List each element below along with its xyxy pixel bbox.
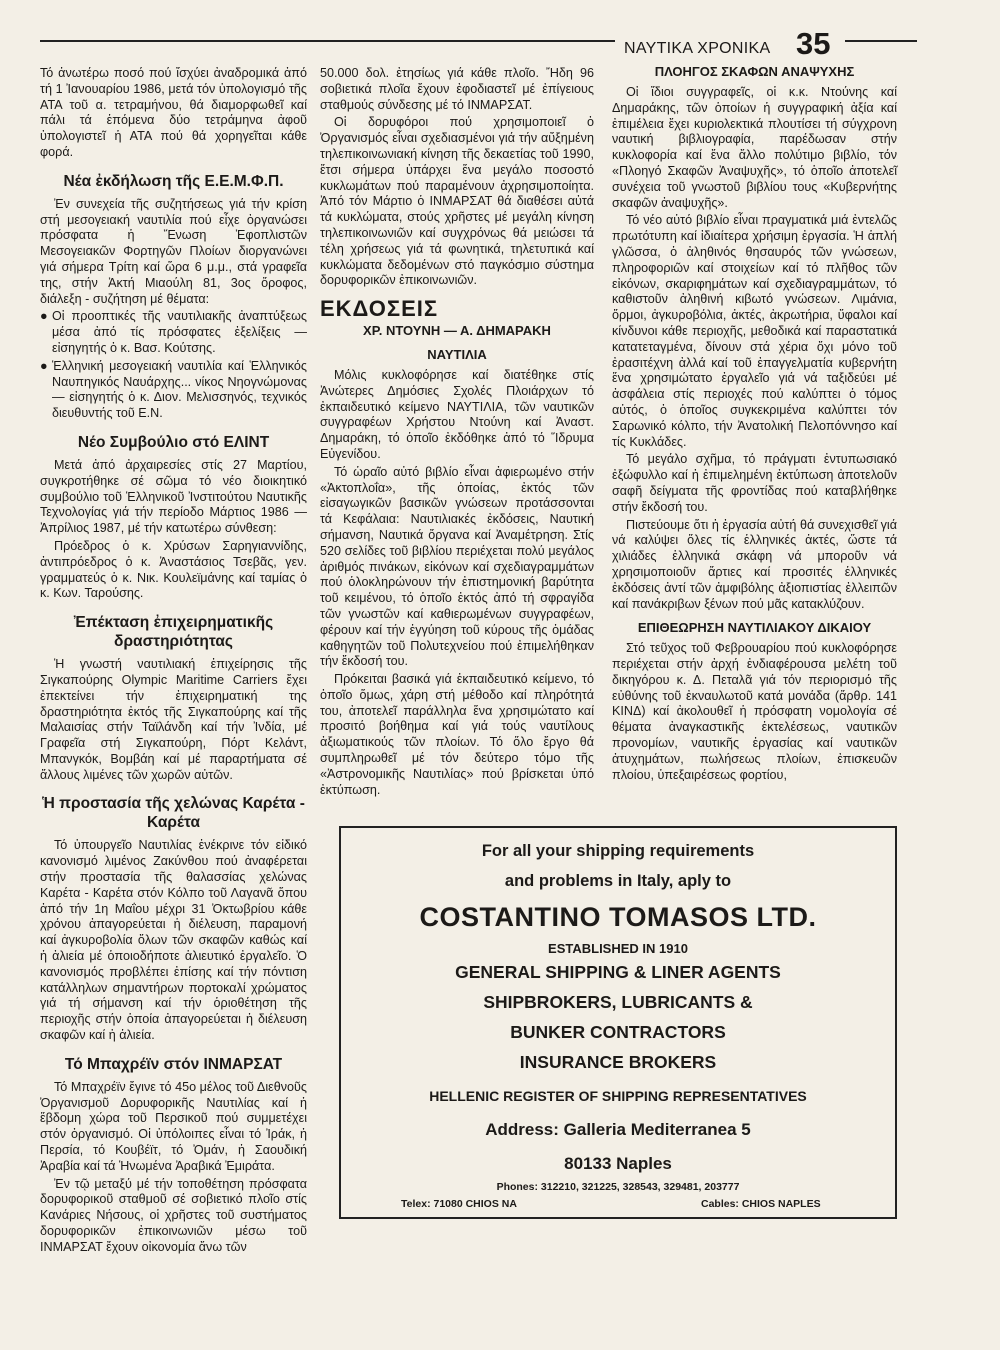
- bullet-item: [40, 359, 307, 422]
- ad-line-2: and problems in Italy, aply to: [504, 872, 732, 890]
- paragraph: Ἡ γνωστή ναυτιλιακή ἐπιχείρησις τῆς Σιγκαπούρης Olympic Maritime Carriers ἔχει ἐπεκτείνει τήν ἐπιχειρηματική της δραστηριότητα ἐκτός τῆς Σιγκαπούρης καί τῆς Μαλαισίας στήν Ταϊλάνδη καί τήν Ἰνδία, μέ Γραφεῖα στή Σιγκαπούρη, Πόρτ Κελάντ, Μπανγκόκ, Βομβάη καί μέ παραρτήματα σέ ἄλλους λιμένες τῶν χωρῶν αὐτῶν.: [40, 657, 307, 782]
- advertisement: [339, 826, 897, 1219]
- bullet-icon: ●: [40, 309, 48, 324]
- ad-service-4: INSURANCE BROKERS: [519, 1052, 717, 1072]
- bullet-item: [40, 309, 307, 356]
- ad-line-1: For all your shipping requirements: [481, 842, 755, 860]
- column-2: [320, 66, 594, 800]
- paragraph: Μετά ἀπό ἀρχαιρεσίες στίς 27 Μαρτίου, συγκροτήθηκε σέ σῶμα τό νέο διοικητικό συμβούλιο τοῦ Ἑλληνικοῦ Ἰνστιτούτου Ναυτικῆς Τεχνολογίας γιά τήν περίοδο Μάρτιος 1986 — Ἀπρίλιος 1987, μέ τήν κατωτέρω σύνθεση:: [40, 457, 307, 536]
- paragraph: Πιστεύουμε ὅτι ἡ ἐργασία αὐτή θά συνεχισθεῖ γιά νά καλύψει ὅλες τίς ἑλληνικές ἀκτές, ὥστε τά χιλιάδες ἑλληνικά σκάφη νά μποροῦν νά χρησιμοποιοῦν ἄρτιες καί προσιτές ἑλληνικές ἐκδόσεις ἀντί τῶν ἀμφιβόλης ἀξιοπιστίας ἐλλειπῶν καί πανάκριβων ξένων πού μᾶς κατακλύζουν.: [612, 517, 897, 611]
- paragraph: Τό Μπαχρέϊν ἔγινε τό 45ο μέλος τοῦ Διεθνοῦς Ὀργανισμοῦ Δορυφορικῆς Ναυτιλίας καί ἡ ἕβδομη χώρα τοῦ Περσικοῦ πού συμμετέχει στόν ὀργανισμό. Οἱ ὑπόλοιπες εἶναι τό Ἰράκ, ἡ Περσία, τό Κουβέϊτ, τό Ὀμάν, ἡ Σαουδική Ἀραβία καί τά Ἡνωμένα Ἀραβικά Ἐμιράτα.: [40, 1079, 307, 1173]
- section-title-elint: Νέο Συμβούλιο στό ΕΛΙΝΤ: [77, 433, 270, 451]
- section-title-expansion: Ἐπέκταση ἐπιχειρηματικῆς δραστηριότητας: [73, 614, 274, 651]
- column-1: [40, 66, 307, 1258]
- paragraph: Τό ὑπουργεῖο Ναυτιλίας ἐνέκρινε τόν εἰδικό κανονισμό λιμένος Ζακύνθου πού ἀναφέρεται στήν προστασία τῆς θαλασσίας χελώνας Καρέτα - Καρέτα στόν Κόλπο τοῦ Λαγανᾶ ὅπου ἀπό τήν 1η Μαΐου μέχρι 31 Ὀκτωβρίου κάθε χρόνου ἀπαγορεύεται ἡ διέλευση, παραμονή καί ἀγκυροβολία ὅλων τῶν σκαφῶν καθώς καί ἡ ἁλιεία μέ ὁποιοδήποτε ἁλιευτικό ἐργαλεῖο. Ὁ κανονισμός προβλέπει ἐπίσης καί τήν πόντιση κατάλληλων σημαντήρων πορτοκαλί χρώματος γιά τή σήμανση καί τήν ὁριοθέτηση τῆς περιοχῆς στήν ὁποία ἀπαγορεύεται ἡ διέλευση σκαφῶν καί ἡ ἁλιεία.: [40, 838, 307, 1043]
- paragraph: Μόλις κυκλοφόρησε καί διατέθηκε στίς Ἀνώτερες Δημόσιες Σχολές Πλοιάρχων τό ἐκπαιδευτικό κείμενο ΝΑΥΤΙΛΙΑ, τῶν ναυτικῶν συγγραφέων Χρήστου Ντούνη καί Ἀναστ. Δημαράκη, τό ὁποῖο ἐκδόθηκε ἀπό τό Ἵδρυμα Εὐγενίδου.: [320, 367, 594, 461]
- ad-register: HELLENIC REGISTER OF SHIPPING REPRESENTATIVES: [429, 1088, 807, 1104]
- paragraph: Οἱ δορυφόροι πού χρησιμοποιεῖ ὁ Ὀργανισμός εἶναι σχεδιασμένοι γιά τήν αὔξημένη τηλεπικοινωνιακή κίνηση τῆς δεκαετίας τοῦ 1990, ἔτσι σήμερα ὑπάρχει ἕνα μεγάλο ποσοστό κυκλωμάτων πού παραμένουν ἀχρησιμοποίητα. Ἀπό τόν Μάρτιο ὁ ΙΝΜΑΡΣΑΤ θά διαθέσει αὐτά τά κυκλώματα, στούς χρῆστες μέ μεγάλη κίνηση τηλεπικοινωνιῶν καί συγχρόνως θά μειώσει τά τέλη χρήσεως γιά τά φωνητικά, τηλετυπικά καί κυκλώματα δεδομένων στό παγκόσμιο σύστημα δορυφορικῶν ἐπικοινωνιῶν.: [320, 115, 594, 288]
- paragraph: Τό μεγάλο σχῆμα, τό πράγματι ἐντυπωσιακό ἐξώφυλλο καί ἡ ἐπιμελημένη ἐκτύπωση ἀποτελοῦν σαφῆ δείγματα τῆς φροντίδας πού καταβλήθηκε στήν ἔκδοσή του.: [612, 452, 897, 514]
- book-authors: ΧΡ. ΝΤΟΥΝΗ — Α. ΔΗΜΑΡΑΚΗ: [363, 322, 551, 338]
- section-title-publications: ΕΚΔΟΣΕΙΣ: [320, 296, 439, 322]
- paragraph: Οἱ ἴδιοι συγγραφεῖς, οἱ κ.κ. Ντούνης καί Δημαράκης, τῶν ὁποίων ἡ συγγραφική ἀξία καί ἐπιμέλεια ἔχει κυριολεκτικά πλουτίσει τή σύγχρονη ναυτική βιβλιογραφία, παρέδωσαν στήν κυκλοφορία καί ἕνα ἄλλο πολύτιμο βιβλίο, τόν «Πλοηγό Σκαφῶν Ἀναψυχῆς», τό ὁποῖο ἀποτελεῖ συνέχεια τοῦ γνωστοῦ βιβλίου τους «Κυβερνήτης σκαφῶν ἀναψυχῆς».: [612, 85, 897, 210]
- ad-service-1: GENERAL SHIPPING & LINER AGENTS: [455, 962, 781, 982]
- ad-phones: Phones: 312210, 321225, 328543, 329481, 203777: [496, 1181, 740, 1193]
- section-title-bahrain: Τό Μπαχρέϊν στόν ΙΝΜΑΡΣΑΤ: [64, 1055, 283, 1073]
- ad-established: ESTABLISHED IN 1910: [548, 941, 688, 956]
- ad-company-name: COSTANTINO TOMASOS LTD.: [419, 902, 817, 932]
- page-number: 35: [796, 26, 831, 61]
- paragraph: Ἐν τῷ μεταξύ μέ τήν τοποθέτηση πρόσφατα δορυφορικοῦ σταθμοῦ σέ σοβιετικό πλοῖο στίς Κανάριες Νήσους, οἱ χρῆστες τοῦ συστήματος δορυφορικῶν ἐπικοινωνιῶν μέσω τοῦ ΙΝΜΑΡΣΑΤ ἔχουν οἰκονομία ἄνω τῶν: [40, 1176, 307, 1254]
- bullet-text: Ἑλληνική μεσογειακή ναυτιλία καί Ἑλληνικός Ναυπηγικός Ναυάρχης... νίκος Νηογνώμονας — εἰσηγητής ὁ κ. Διον. Μελισσηνός, τεχνικός διευθυντής τοῦ Ε.Ν.: [52, 358, 307, 421]
- paragraph: Πρόκειται βασικά γιά ἐκπαιδευτικό κείμενο, τό ὁποῖο ὅμως, χάρη στή μέθοδο καί πληρότητά του, ἀποτελεῖ παράλληλα ἕνα χρησιμώτατο καί προσιτό βοήθημα καί γιά τούς ναυτίλους ἀξιωματικούς τῶν πλοίων. Τό ὅλο ἔργο θά συμπληρωθεῖ μέ τόν δεύτερο τόμο τῆς «Ἀστρονομικῆς Ναυτιλίας» πού βρίσκεται ὑπό ἐκτύπωση.: [320, 672, 594, 797]
- ad-service-3: BUNKER CONTRACTORS: [510, 1022, 726, 1042]
- paragraph: 50.000 δολ. ἐτησίως γιά κάθε πλοῖο. Ἤδη 96 σοβιετικά πλοῖα ἔχουν ἐφοδιαστεῖ μέ ἐπίγειους σταθμούς σύνδεσης μέ τό ΙΝΜΑΡΣΑΤ.: [320, 66, 594, 112]
- section-title-law-review: ΕΠΙΘΕΩΡΗΣΗ ΝΑΥΤΙΛΙΑΚΟΥ ΔΙΚΑΙΟΥ: [637, 620, 872, 636]
- book-title: ΝΑΥΤΙΛΙΑ: [427, 346, 487, 362]
- section-title-caretta: Ἡ προστασία τῆς χελώνας Καρέτα - Καρέτα: [42, 795, 305, 832]
- ad-telex: Telex: 71080 CHIOS NA: [401, 1198, 517, 1210]
- paragraph: Ἐν συνεχεία τῆς συζητήσεως γιά τήν κρίση στή μεσογειακή ναυτιλία πού εἶχε ὀργανώσει πρόσφατα ἡ Ἕνωση Ἐφοπλιστῶν Μεσογειακῶν Φορτηγῶν Πλοίων διοργανώνει γιά σήμερα Τρίτη καί ὥρα 6 μ.μ., στά γραφεῖα της, στήν Ἀκτή Μιαούλη 81, 3ος ὄροφος, διάλεξη - συζήτηση μέ θέματα:: [40, 196, 307, 306]
- journal-name: ΝΑΥΤΙΚΑ ΧΡΟΝΙΚΑ: [624, 40, 771, 57]
- header-rule-right: [845, 40, 917, 42]
- column-3: [612, 64, 897, 785]
- paragraph: Τό νέο αὐτό βιβλίο εἶναι πραγματικά μιά ἐντελῶς πρωτότυπη καί ἰδιαίτερα χρήσιμη ἐργασία. Ἡ ἁπλή γλῶσσα, ὁ ἀληθινός θησαυρός τῶν γνώσεων, πληροφοριῶν καί στοιχείων καί τό πλῆθος τῶν εἰκόνων, σκαριφημάτων καί σχεδιαγραμμάτων, τό καθιστοῦν ἀληθινή κιβωτό γνώσεων. Λιμάνια, ὅρμοι, ἀγκυροβόλια, ἀκτές, ἀκρωτήρια, ὕφαλοι καί κίνδυνοι κάθε περιοχῆς, μεθοδικά καί παραστατικά κατατεταγμένα, δίνουν στά χέρια ὄχι μόνο τοῦ ἐρασιτέχνη ἀλλά καί τοῦ ἐπαγγελματία κυβερνήτη ἕνα χρησιμώτατο ἐργαλεῖο γιά νά ταξιδεύει μέ ἀσφάλεια στίς περιοχές πού καλύπτει ὁ τόμος αὐτός, ὁ ὁποῖος συγκεκριμένα καλύπτει τόν Σαρωνικό κόλπο, τήν Ἀνατολική Πελοπόννησο καί τίς Κυκλάδες.: [612, 213, 897, 449]
- section-title-eemfp: Νέα ἐκδήλωση τῆς Ε.Ε.Μ.Φ.Π.: [63, 172, 284, 190]
- section-title-pilot: ΠΛΟΗΓΟΣ ΣΚΑΦΩΝ ΑΝΑΨΥΧΗΣ: [654, 64, 855, 79]
- ad-cables: Cables: CHIOS NAPLES: [701, 1198, 821, 1210]
- ad-service-2: SHIPBROKERS, LUBRICANTS &: [483, 992, 753, 1012]
- bullet-text: Οἱ προοπτικές τῆς ναυτιλιακῆς ἀναπτύξεως μέσα ἀπό τίς πρόσφατες ἐξελίξεις — εἰσηγητής ὁ κ. Βασ. Κούτσης.: [52, 309, 307, 355]
- header-rule-left: [40, 40, 615, 42]
- paragraph: Τό ὡραῖο αὐτό βιβλίο εἶναι ἀφιερωμένο στήν «Ἀκτοπλοΐα», τῆς ὁποίας, ἐκτός τῶν εἰσαγωγικῶν βασικῶν γνώσεων προτάσσονται τά Κεφάλαια: Ναυτιλιακές ἐκδόσεις, Ναυτική σήμανση, Ναυτικά ὄργανα καί Ἀναμέτρηση. Στίς 520 σελίδες τοῦ βιβλίου περιέχεται πολύ μεγάλος ἀριθμός πινάκων, εἰκόνων καί σχεδιαγραμμάτων πού ὁλοκληρώνουν τήν ἐπιστημονική βαρύτητα τοῦ κειμένου, τό ὁποῖο ἐκτός ἀπό τή σφραγίδα τῶν γνωστῶν καί καθιερωμένων συγγραφέων, φέρουν καί τήν ἐγγύηση τοῦ κύρους τῆς ὁμάδας καθηγητῶν τοῦ Πολυτεχνείου πού ἐπιμελήθηκαν τήν ἔκδοσή του.: [320, 464, 594, 669]
- ad-address: Address: Galleria Mediterranea 5: [485, 1120, 751, 1139]
- paragraph: Πρόεδρος ὁ κ. Χρύσων Σαρηγιαννίδης, ἀντιπρόεδρος ὁ κ. Ἀναστάσιος Τσεβᾶς, γεν. γραμματεύς ὁ κ. Νικ. Κουλεϊμάνης καί ταμίας ὁ κ. Κων. Ταρούσης.: [40, 538, 307, 601]
- bullet-icon: ●: [40, 358, 48, 373]
- paragraph: Στό τεῦχος τοῦ Φεβρουαρίου πού κυκλοφόρησε περιέχεται στήν ἀρχή ἐνδιαφέρουσα μελέτη τοῦ δικηγόρου κ. Δ. Πεταλᾶ γιά τόν περιορισμό τῆς εὐθύνης τοῦ ἐκναυλωτοῦ κατά μονάδα (ἄρθρ. 141 ΚΙΝΔ) καί ἀκολουθεῖ ἡ πρόσφατη νομολογία σέ θέματα ἀναγκαστικῆς ἐκτελέσεως, ναυτικῶν προνομίων, ναυτικῆς ἐργασίας καί ναυτικῶν ἀτυχημάτων, πωλήσεως πλοίων, ἐπισκευῶν πλοίου, ὑπεξαιρέσεως φορτίου,: [612, 641, 897, 782]
- intro-paragraph: Τό ἀνωτέρω ποσό πού ἴσχύει ἀναδρομικά ἀπό τή 1 Ἰανουαρίου 1986, μετά τόν ὑπολογισμό τῆς ΑΤΑ τοῦ α. τετραμήνου, θά διαμορφωθεῖ καί πάλι τά ἑπόμενα δύο τετράμηνα ἀφοῦ ὑπολογιστεῖ ἡ ΑΤΑ πού θά χορηγεῖται κάθε φορά.: [40, 66, 307, 159]
- ad-city: 80133 Naples: [564, 1154, 672, 1173]
